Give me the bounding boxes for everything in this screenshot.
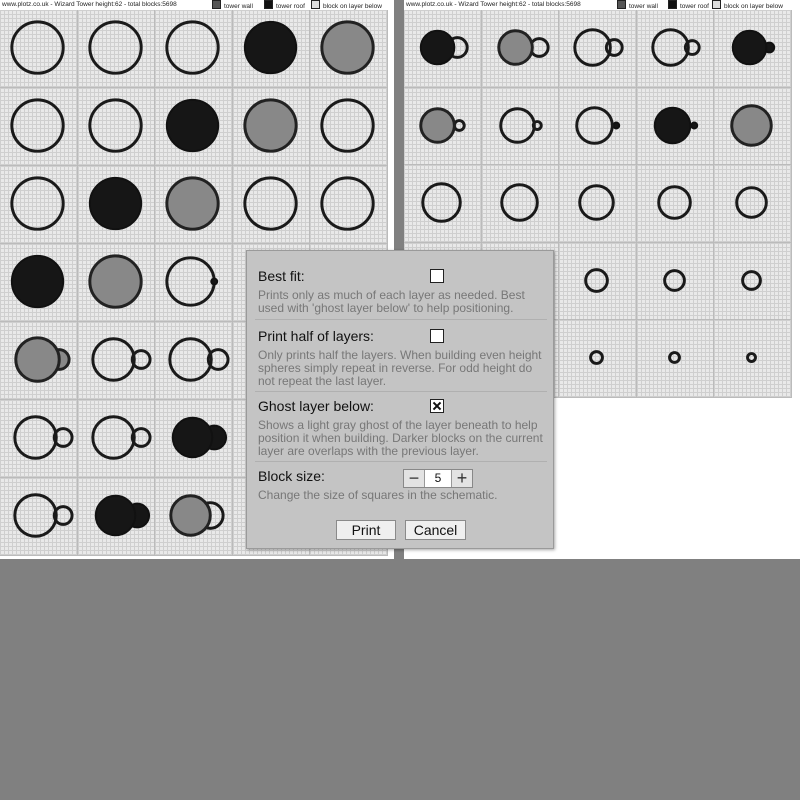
layer-thumbnail <box>0 166 78 244</box>
layer-shape <box>78 400 155 477</box>
layer-shape <box>714 243 791 320</box>
layer-thumbnail <box>637 243 715 321</box>
layer-shape <box>155 400 232 477</box>
ghost-layer-description: Shows a light gray ghost of the layer beneath to help position it when building. Darker blocks on the current layer are overlaps with the previous layer. <box>258 418 543 458</box>
layer-thumbnail <box>0 10 78 88</box>
layer-shape <box>0 400 77 477</box>
layer-thumbnail <box>637 10 715 88</box>
layer-shape <box>559 165 636 242</box>
layer-shape <box>0 478 77 555</box>
layer-thumbnail <box>714 88 792 166</box>
cancel-button[interactable]: Cancel <box>405 520 466 540</box>
layer-thumbnail <box>404 10 482 88</box>
layer-shape <box>404 10 481 87</box>
legend-below: block on layer below <box>712 0 783 10</box>
ghost-layer-label: Ghost layer below: <box>258 398 374 414</box>
layer-thumbnail <box>155 10 233 88</box>
layer-thumbnail <box>559 88 637 166</box>
layer-thumbnail <box>404 165 482 243</box>
sheet-header-title: www.plotz.co.uk - Wizard Tower height:62 - total blocks:5698 <box>2 1 177 8</box>
legend-wall-swatch <box>212 0 221 9</box>
layer-shape <box>637 165 714 242</box>
layer-thumbnail <box>155 244 233 322</box>
layer-thumbnail <box>78 10 156 88</box>
layer-thumbnail <box>78 166 156 244</box>
layer-shape <box>482 10 559 87</box>
layer-shape <box>78 478 155 555</box>
layer-shape <box>559 320 636 397</box>
layer-thumbnail <box>559 165 637 243</box>
layer-thumbnail <box>0 478 78 556</box>
print-half-label: Print half of layers: <box>258 328 374 344</box>
layer-shape <box>155 10 232 87</box>
layer-thumbnail <box>233 10 311 88</box>
decrease-block-size-button[interactable]: − <box>404 470 425 487</box>
layer-shape <box>78 244 155 321</box>
layer-thumbnail <box>637 320 715 398</box>
layer-thumbnail <box>310 88 388 166</box>
layer-thumbnail <box>0 244 78 322</box>
layer-shape <box>155 166 232 243</box>
divider <box>255 461 547 462</box>
layer-shape <box>559 10 636 87</box>
layer-shape <box>310 166 387 243</box>
layer-shape <box>78 322 155 399</box>
legend-wall: tower wall <box>617 0 658 10</box>
layer-shape <box>714 88 791 165</box>
layer-thumbnail <box>78 478 156 556</box>
layer-shape <box>404 88 481 165</box>
block-size-value[interactable]: 5 <box>434 471 442 485</box>
layer-shape <box>559 88 636 165</box>
layer-thumbnail <box>155 322 233 400</box>
layer-shape <box>78 166 155 243</box>
layer-thumbnail <box>310 166 388 244</box>
block-size-label: Block size: <box>258 468 325 484</box>
layer-shape <box>233 166 310 243</box>
layer-shape <box>482 165 559 242</box>
legend-wall: tower wall <box>212 0 253 10</box>
best-fit-label: Best fit: <box>258 268 305 284</box>
layer-shape <box>233 88 310 165</box>
layer-thumbnail <box>482 88 560 166</box>
layer-shape <box>310 88 387 165</box>
layer-thumbnail <box>155 400 233 478</box>
layer-shape <box>78 10 155 87</box>
layer-thumbnail <box>0 88 78 166</box>
layer-thumbnail <box>0 400 78 478</box>
layer-shape <box>0 322 77 399</box>
print-button[interactable]: Print <box>336 520 396 540</box>
legend-roof-swatch <box>264 0 273 9</box>
print-half-description: Only prints half the layers. When building even height spheres simply repeat in reverse. For odd height do not repeat the last layer. <box>258 348 542 388</box>
layer-thumbnail <box>78 88 156 166</box>
layer-thumbnail <box>559 320 637 398</box>
layer-thumbnail <box>714 320 792 398</box>
layer-thumbnail <box>637 165 715 243</box>
layer-thumbnail <box>404 88 482 166</box>
layer-thumbnail <box>233 166 311 244</box>
layer-shape <box>0 10 77 87</box>
layer-thumbnail <box>714 165 792 243</box>
print-options-dialog <box>246 250 554 549</box>
layer-shape <box>559 243 636 320</box>
layer-shape <box>637 320 714 397</box>
layer-thumbnail <box>155 88 233 166</box>
layer-shape <box>714 165 791 242</box>
legend-wall-swatch <box>617 0 626 9</box>
layer-thumbnail <box>637 88 715 166</box>
block-size-stepper <box>403 469 473 488</box>
legend-roof: tower roof <box>668 0 709 10</box>
layer-thumbnail <box>78 244 156 322</box>
layer-shape <box>78 88 155 165</box>
layer-thumbnail <box>482 10 560 88</box>
print-half-checkbox[interactable] <box>430 329 444 343</box>
increase-block-size-button[interactable]: + <box>451 470 472 487</box>
layer-shape <box>637 243 714 320</box>
layer-shape <box>714 320 791 397</box>
layer-thumbnail <box>310 10 388 88</box>
layer-thumbnail <box>714 243 792 321</box>
layer-thumbnail <box>559 243 637 321</box>
layer-shape <box>155 478 232 555</box>
layer-thumbnail <box>0 322 78 400</box>
layer-shape <box>233 10 310 87</box>
layer-shape <box>637 10 714 87</box>
layer-thumbnail <box>155 478 233 556</box>
legend-roof-swatch <box>668 0 677 9</box>
layer-thumbnail <box>155 166 233 244</box>
layer-shape <box>310 10 387 87</box>
layer-shape <box>637 88 714 165</box>
layer-thumbnail <box>714 10 792 88</box>
layer-shape <box>0 88 77 165</box>
sheet-header-title: www.plotz.co.uk - Wizard Tower height:62 - total blocks:5698 <box>406 1 581 8</box>
layer-shape <box>482 88 559 165</box>
layer-shape <box>155 322 232 399</box>
layer-thumbnail <box>482 165 560 243</box>
layer-thumbnail <box>559 10 637 88</box>
best-fit-checkbox[interactable] <box>430 269 444 283</box>
legend-below-swatch <box>311 0 320 9</box>
layer-shape <box>714 10 791 87</box>
legend-below-swatch <box>712 0 721 9</box>
legend-roof: tower roof <box>264 0 305 10</box>
layer-shape <box>155 88 232 165</box>
divider <box>255 391 547 392</box>
ghost-layer-checkbox[interactable] <box>430 399 444 413</box>
block-size-description: Change the size of squares in the schematic. <box>258 488 498 502</box>
layer-thumbnail <box>78 322 156 400</box>
layer-thumbnail <box>233 88 311 166</box>
layer-shape <box>155 244 232 321</box>
best-fit-description: Prints only as much of each layer as needed. Best used with 'ghost layer below' to help positioning. <box>258 288 525 315</box>
divider <box>255 319 547 320</box>
layer-shape <box>404 165 481 242</box>
layer-shape <box>0 166 77 243</box>
layer-thumbnail <box>78 400 156 478</box>
layer-shape <box>0 244 77 321</box>
legend-below: block on layer below <box>311 0 382 10</box>
